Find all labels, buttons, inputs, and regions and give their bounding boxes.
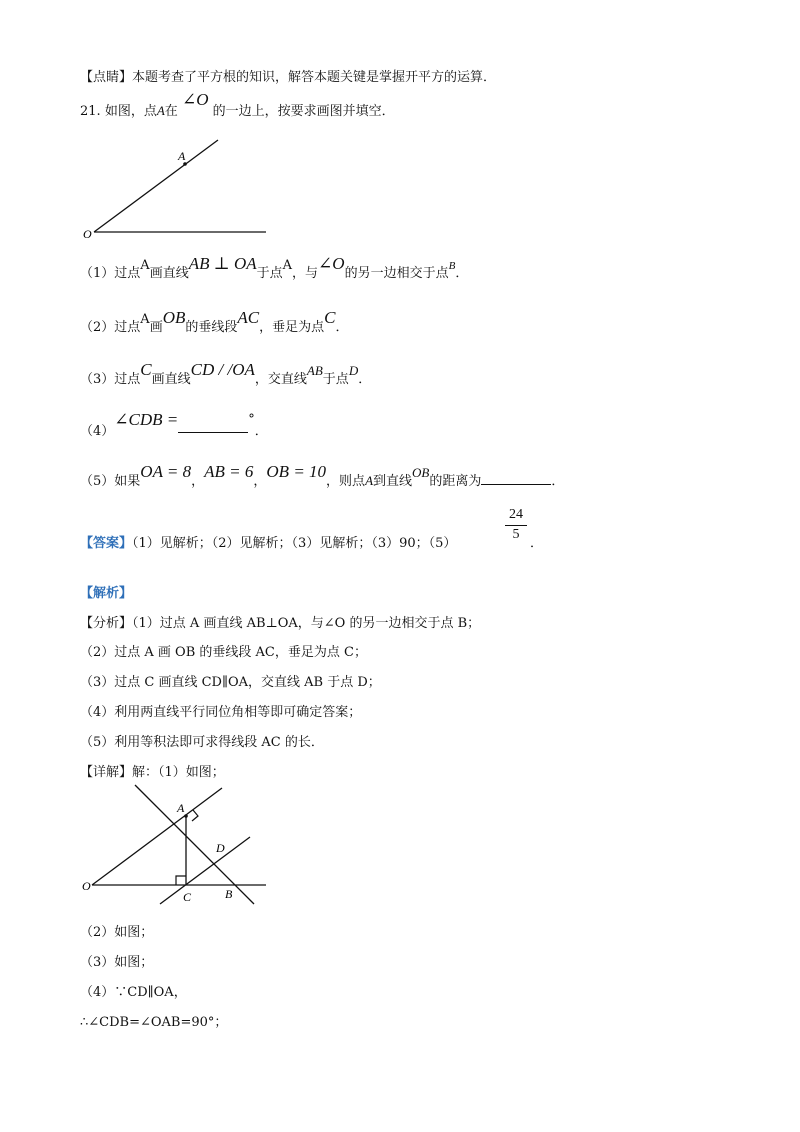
q3-text-4: 于点 [322,372,349,387]
problem-number: 21. [80,104,101,119]
line-oa [92,788,222,885]
stem-text-1: 如图，点 [104,104,157,119]
q5-end: ． [551,474,565,489]
q3-math-d: D [348,363,359,378]
q2-text-5: ． [335,320,349,335]
q1-text-3: 于点 [256,266,283,281]
q3-text-5: ． [358,372,372,387]
fig2-label-b: B [225,887,233,901]
stem-point-a: A [156,103,165,118]
q2-point-a: A [140,312,150,327]
figure-2 [80,782,280,912]
answer-line [80,532,456,551]
figure-1 [80,138,280,246]
q2-math-c: C [324,308,336,327]
q4-number: （4） [80,424,115,439]
remark-text: 本题考查了平方根的知识，解答本题关键是掌握开平方的运算． [132,70,497,85]
q4-end: ． [254,424,268,439]
answer-end: ． [530,536,544,551]
q5-math-ob-line: OB [412,465,430,480]
ray-oa [94,140,218,232]
q5-number: （5） [80,474,115,489]
problem-stem [80,90,395,120]
q2-text-1: 过点 [114,320,141,335]
analysis-tag: 【分析】 [80,616,133,631]
answer-tag: 【答案】 [80,536,133,551]
fraction-denominator: 5 [512,527,520,542]
q5-comma-1: ， [191,474,205,489]
q2-text-3: 的垂线段 [185,320,238,335]
analysis-line-2: （2）过点 A 画 OB 的垂线段 AC，垂足为点 C； [80,645,367,660]
q4-answer-blank[interactable] [178,432,248,433]
detail-intro: 解：（1）如图； [132,765,225,780]
analysis-text-1: （1）过点 A 画直线 AB⊥OA，与∠O 的另一边相交于点 B； [132,616,481,631]
fig2-label-a: A [177,801,185,815]
stem-text-3: 的一边上，按要求画图并填空． [212,104,395,119]
fig2-label-c: C [183,890,192,904]
right-angle-a-icon [192,810,198,821]
q5-point-a: A [365,473,374,488]
q1-number: （1） [80,266,115,281]
q1-point-b: B [448,260,456,272]
remark-line [80,66,496,85]
q5-text-3: 到直线 [373,474,413,489]
q1-text-1: 过点 [114,266,141,281]
q5-answer-blank[interactable] [481,484,551,485]
q1-text-6: ． [455,266,469,281]
q2-math-ac: AC [237,308,260,327]
q1-point-a2: A [282,258,293,273]
point-a-dot-2 [184,814,188,818]
q5-math-ab: AB = 6 [204,462,254,481]
q5-text-4: 的距离为 [429,474,482,489]
q1-text-5: 的另一边相交于点 [344,266,449,281]
question-1 [80,254,469,282]
analysis-heading: 【解析】 [80,586,133,601]
q5-math-oa: OA = 8 [140,462,192,481]
q1-text-4: ，与 [292,266,319,281]
stem-text-2: 在 [164,104,178,119]
q3-math-parallel: CD / /OA [190,360,255,379]
q3-text-2: 画直线 [151,372,191,387]
fig2-label-d: D [216,841,225,855]
analysis-line-1 [80,612,480,631]
answer-fraction [505,507,527,544]
fig1-label-a: A [178,149,186,163]
q3-text-3: ，交直线 [254,372,307,387]
question-5 [80,462,565,490]
question-2 [80,308,349,336]
q1-text-2: 画直线 [149,266,189,281]
q5-text-2: ，则点 [326,474,366,489]
detail-step-2: （2）如图； [80,925,154,940]
analysis-line-5: （5）利用等积法即可求得线段 AC 的长． [80,735,324,750]
analysis-line-4: （4）利用两直线平行同位角相等即可确定答案； [80,705,362,720]
q1-math-angle: ∠O [318,254,345,273]
fig1-label-o: O [83,227,92,241]
fraction-numerator: 24 [509,507,523,522]
q5-math-ob: OB = 10 [266,462,327,481]
line-cd [160,837,250,904]
q2-text-2: 画 [149,320,163,335]
q5-text-1: 如果 [114,474,141,489]
q4-math-angle: ∠CDB = [114,410,179,429]
detail-step-5: ∴∠CDB=∠OAB=90°； [80,1015,228,1030]
q3-math-ab: AB [306,363,323,378]
question-4 [80,410,268,440]
fig2-label-o: O [82,879,91,893]
answer-text: （1）见解析；（2）见解析；（3）见解析；（3）90；（5） [132,536,457,551]
q3-text-1: 过点 [114,372,141,387]
q2-text-4: ，垂足为点 [259,320,325,335]
question-3 [80,360,372,388]
detail-step-4: （4）∵CD∥OA， [80,985,187,1000]
q1-point-a: A [140,258,150,273]
q2-math-ob: OB [162,308,186,327]
detail-line [80,761,225,780]
remark-tag: 【点睛】 [80,70,133,85]
q4-degree: ° [248,412,255,427]
analysis-line-3: （3）过点 C 画直线 CD∥OA，交直线 AB 于点 D； [80,675,381,690]
q1-math-perp: AB ⊥ OA [188,254,257,273]
q5-comma-2: ， [253,474,267,489]
right-angle-c-icon [176,876,186,885]
q3-number: （3） [80,372,115,387]
q2-number: （2） [80,320,115,335]
detail-step-3: （3）如图； [80,955,154,970]
line-ab [135,785,254,904]
detail-tag: 【详解】 [80,765,133,780]
stem-angle: ∠O [181,90,209,109]
q3-math-c: C [140,360,152,379]
